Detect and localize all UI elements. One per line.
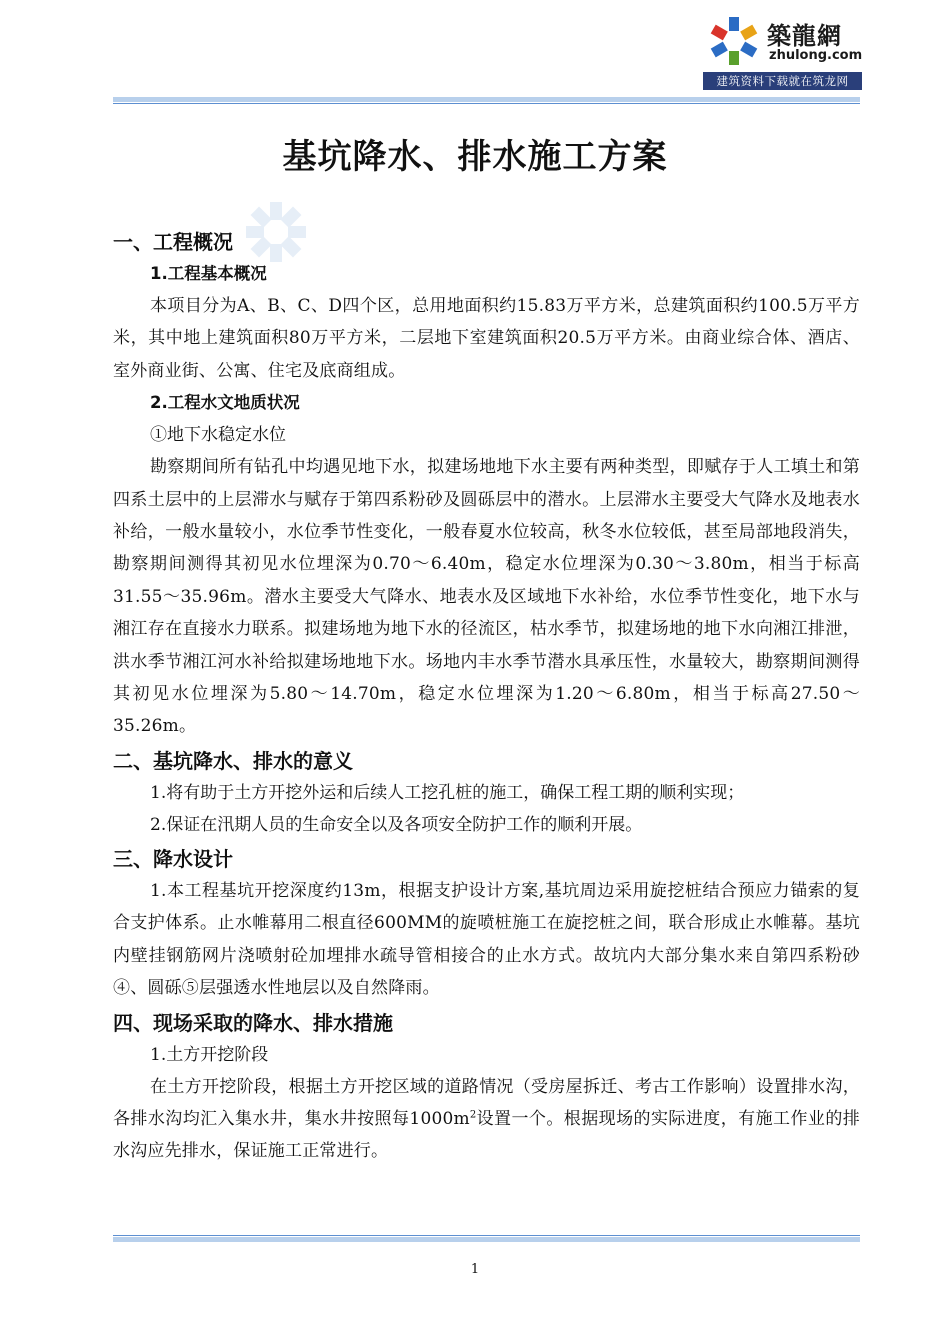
list-item-groundwater-level: ①地下水稳定水位 xyxy=(150,425,286,446)
paragraph-4 xyxy=(113,1071,860,1168)
snowflake-logo-icon xyxy=(709,14,759,68)
logo-chinese-name: 築龍網 xyxy=(767,21,842,50)
subsection-heading-1-1: 1.工程基本概况 xyxy=(150,264,267,283)
logo-top xyxy=(703,8,862,72)
logo-tagline: 建筑资料下载就在筑龙网 xyxy=(703,72,862,90)
header-rule-thin xyxy=(113,103,860,104)
page-number: 1 xyxy=(470,1262,480,1277)
section-heading-2: 二、基坑降水、排水的意义 xyxy=(113,748,353,773)
header-rule xyxy=(113,97,860,102)
list-item-2-1: 1.将有助于土方开挖外运和后续人工挖孔桩的施工，确保工程工期的顺利实现； xyxy=(150,782,745,803)
logo-domain: zhulong.com xyxy=(769,48,863,63)
paragraph-4-part-a: 在土方开挖阶段，根据土方开挖区域的道路情况（受房屋拆迁、考古工作影响）设置排水沟，各排水沟均汇入集水井，集水井按照每1000m xyxy=(113,1076,860,1129)
paragraph-1-2: 勘察期间所有钻孔中均遇见地下水，拟建场地地下水主要有两种类型，即赋存于人工填土和第四系土层中的上层滞水与赋存于第四系粉砂及圆砾层中的潜水。上层滞水主要受大气降水及地表水补给，一般水量较小，水位季节性变化，一般春夏水位较高，秋冬水位较低，甚至局部地段消失，勘察期间测得其初见水位埋深为0.70～6.40m，稳定水位埋深为0.30～3.80m，相当于标高31.55～35.96m。潜水主要受大气降水、地表水及区域地下水补给，水位季节性变化，地下水与湘江存在直接水力联系。拟建场地为地下水的径流区，枯水季节，拟建场地的地下水向湘江排泄，洪水季节湘江河水补给拟建场地地下水。场地内丰水季节潜水具承压性，水量较大，勘察期间测得其初见水位埋深为5.80～14.70m，稳定水位埋深为1.20～6.80m，相当于标高27.50～35.26m。 xyxy=(113,457,860,737)
list-item-4-1: 1.土方开挖阶段 xyxy=(150,1044,269,1065)
footer-rule-thin xyxy=(113,1235,860,1236)
section-heading-4: 四、现场采取的降水、排水措施 xyxy=(113,1010,393,1035)
superscript-2: 2 xyxy=(469,1109,477,1121)
subsection-heading-1-2: 2.工程水文地质状况 xyxy=(150,393,300,413)
footer-rule xyxy=(113,1237,860,1242)
document-title: 基坑降水、排水施工方案 xyxy=(282,136,668,177)
section-heading-1: 一、工程概况 xyxy=(113,230,233,254)
section-heading-3: 三、降水设计 xyxy=(113,846,233,871)
zhulong-logo xyxy=(703,8,862,88)
paragraph-4-part-b: 设置一个。根据现场的实际进度，有施工作业的排水沟应先排水，保证施工正常进行。 xyxy=(113,1108,860,1162)
paragraph-3: 1.本工程基坑开挖深度约13m，根据支护设计方案,基坑周边采用旋挖桩结合预应力锚索的复合支护体系。止水帷幕用二根直径600MM的旋喷桩施工在旋挖桩之间，联合形成止水帷幕。基坑内壁挂钢筋网片浇喷射砼加埋排水疏导管相接合的止水方式。故坑内大部分集水来自第四系粉砂④、圆砾⑤层强透水性地层以及自然降雨。 xyxy=(113,880,860,999)
list-item-2-2: 2.保证在汛期人员的生命安全以及各项安全防护工作的顺利开展。 xyxy=(150,814,643,835)
paragraph-1-1: 本项目分为A、B、C、D四个区，总用地面积约15.83万平方米，总建筑面积约100.5万平方米，其中地上建筑面积80万平方米，二层地下室建筑面积20.5万平方米。由商业综合体、酒店、室外商业街、公寓、住宅及底商组成。 xyxy=(113,296,860,381)
document-body xyxy=(113,226,860,1168)
